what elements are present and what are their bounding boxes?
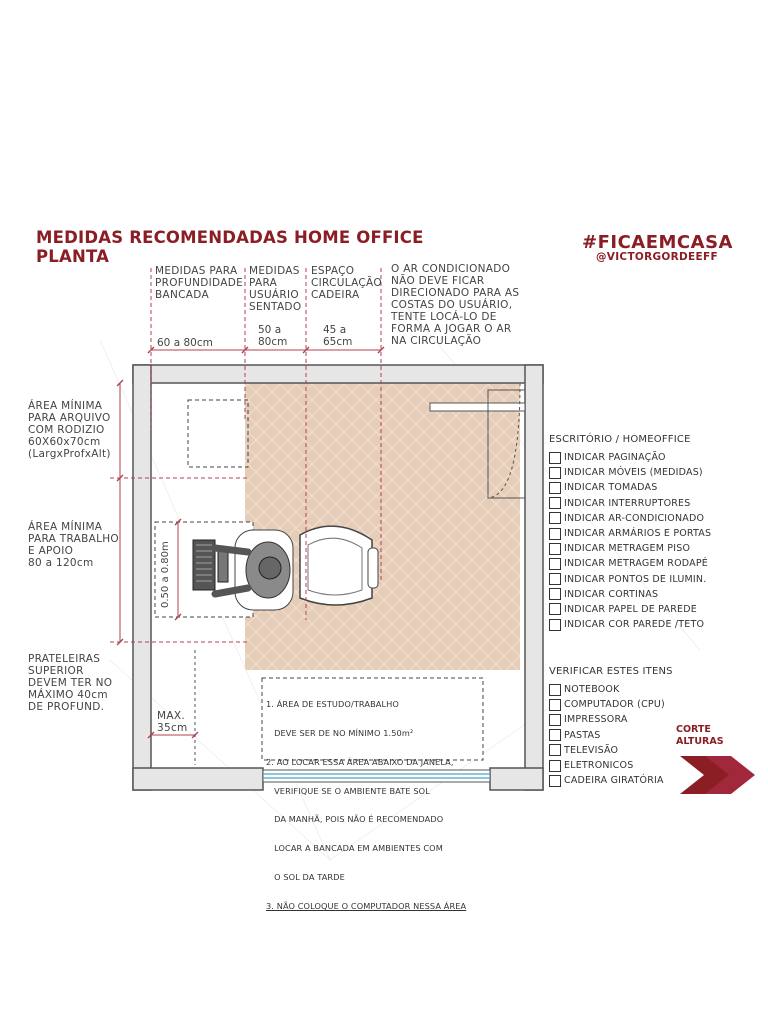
checklist-item[interactable]: NOTEBOOK [549, 682, 673, 697]
ac-note: O AR CONDICIONADO NÃO DEVE FICAR DIRECIONADO PARA AS COSTAS DO USUÁRIO, TENTE LOCÁ-LO DE FORMA A JOGAR O AR NA CIRCULAÇÃO [391, 263, 520, 347]
checkbox[interactable] [549, 588, 561, 600]
checklist-item[interactable]: INDICAR COR PAREDE /TETO [549, 617, 711, 632]
checkbox[interactable] [549, 558, 561, 570]
checklist-item[interactable]: PASTAS [549, 728, 673, 743]
checkbox[interactable] [549, 543, 561, 555]
archive-cabinet [188, 400, 248, 467]
shelves-note: PRATELEIRAS SUPERIOR DEVEM TER NO MÁXIMO 40cm DE PROFUND. [28, 653, 113, 713]
floor-area [245, 383, 520, 670]
checkbox[interactable] [549, 528, 561, 540]
checkbox[interactable] [549, 760, 561, 772]
chair-circulation-label: ESPAÇO CIRCULAÇÃO CADEIRA [311, 265, 382, 301]
checkbox[interactable] [549, 744, 561, 756]
max-depth-label: MAX. 35cm [157, 710, 188, 734]
checklist-homeoffice-title: ESCRITÓRIO / HOMEOFFICE [549, 434, 691, 445]
checkbox[interactable] [549, 775, 561, 787]
checkbox[interactable] [549, 467, 561, 479]
work-area-note: ÁREA MÍNIMA PARA TRABALHO E APOIO 80 a 120cm [28, 521, 119, 569]
archive-area-note: ÁREA MÍNIMA PARA ARQUIVO COM RODIZIO 60X60x70cm (LargxProfxAlt) [28, 400, 111, 460]
title-line-2: PLANTA [36, 247, 110, 266]
checklist-item[interactable]: INDICAR ARMÁRIOS E PORTAS [549, 526, 711, 541]
checklist-item[interactable]: INDICAR METRAGEM PISO [549, 541, 711, 556]
notes-box: 1. ÁREA DE ESTUDO/TRABALHO DEVE SER DE NO MÍNIMO 1.50m² 2. AO LOCAR ESSA ÁREA ABAIXO DA JANELA, VERIFIQUE SE O AMBIENTE BATE SOL DA MANHÃ, POIS NÃO É RECOMENDADO LOCAR A BANCADA EM AMBIENTES COM O SOL DA TARDE 3. NÃO COLOQUE O COMPUTADOR NESSA ÁREA [266, 699, 467, 911]
title-line-1: MEDIDAS RECOMENDADAS HOME OFFICE [36, 228, 424, 247]
checkbox[interactable] [549, 573, 561, 585]
checkbox[interactable] [549, 512, 561, 524]
checklist-item[interactable]: TELEVISÃO [549, 743, 673, 758]
checklist-item[interactable]: INDICAR CORTINAS [549, 587, 711, 602]
checklist-verify [549, 666, 673, 788]
checkbox[interactable] [549, 699, 561, 711]
checklist-verify-title: VERIFICAR ESTES ITENS [549, 666, 673, 677]
checklist-item[interactable]: INDICAR TOMADAS [549, 480, 711, 495]
checklist-item[interactable]: CADEIRA GIRATÓRIA [549, 773, 673, 788]
checkbox[interactable] [549, 497, 561, 509]
checklist-item[interactable]: INDICAR INTERRUPTORES [549, 496, 711, 511]
checklist-item[interactable]: INDICAR AR-CONDICIONADO [549, 511, 711, 526]
corte-alturas-link[interactable]: CORTE ALTURAS [676, 724, 724, 747]
hashtag: #FICAEMCASA [582, 232, 733, 253]
seated-user-label: MEDIDAS PARA USUÁRIO SENTADO [249, 265, 302, 313]
circulation-chair [300, 526, 378, 605]
checkbox[interactable] [549, 603, 561, 615]
seated-user-value: 50 a 80cm [258, 324, 288, 348]
checklist-item[interactable]: ELETRONICOS [549, 758, 673, 773]
checkbox[interactable] [549, 619, 561, 631]
checkbox[interactable] [549, 452, 561, 464]
checklist-homeoffice [549, 434, 711, 632]
bench-depth-label: MEDIDAS PARA PROFUNDIDADE BANCADA [155, 265, 244, 301]
checklist-item[interactable]: INDICAR METRAGEM RODAPÉ [549, 556, 711, 571]
checklist-item[interactable]: INDICAR PAGINAÇÃO [549, 450, 711, 465]
desk-depth-dimension: 0.50 a 0.80m [160, 541, 171, 608]
checklist-item[interactable]: INDICAR PAPEL DE PAREDE [549, 602, 711, 617]
checkbox[interactable] [549, 714, 561, 726]
checklist-item[interactable]: IMPRESSORA [549, 712, 673, 727]
checkbox[interactable] [549, 729, 561, 741]
checkbox[interactable] [549, 482, 561, 494]
author-handle: @VICTORGORDEEFF [596, 251, 718, 263]
bench-depth-value: 60 a 80cm [157, 337, 213, 349]
checklist-item[interactable]: INDICAR PONTOS DE ILUMIN. [549, 572, 711, 587]
chair-circulation-value: 45 a 65cm [323, 324, 353, 348]
checkbox[interactable] [549, 684, 561, 696]
checklist-item[interactable]: INDICAR MÓVEIS (MEDIDAS) [549, 465, 711, 480]
checklist-item[interactable]: COMPUTADOR (CPU) [549, 697, 673, 712]
chevron-right-icon [680, 756, 755, 794]
